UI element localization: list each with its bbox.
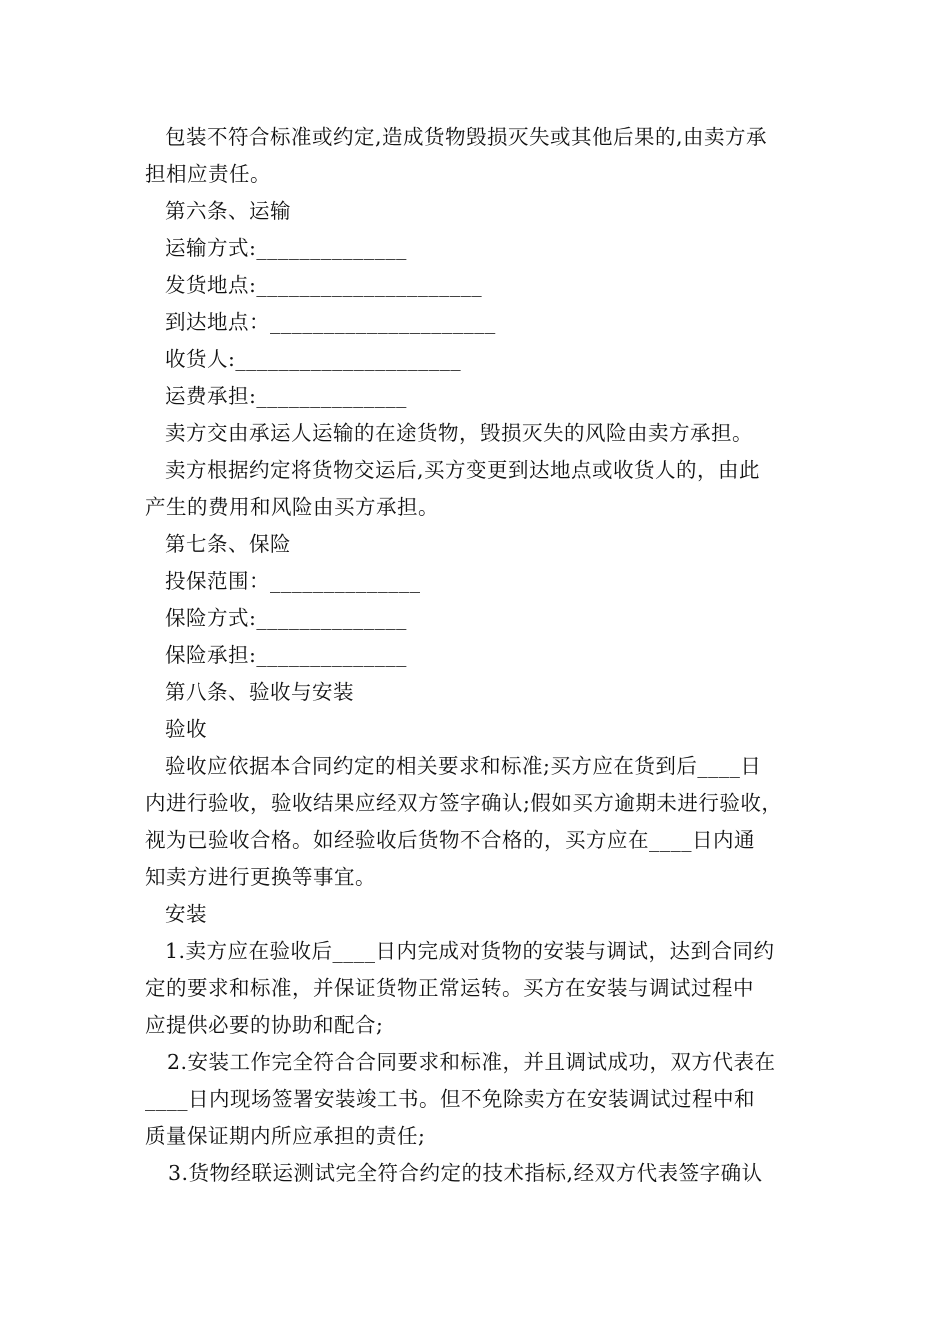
text-line: 到达地点：_____________________ (165, 310, 496, 334)
text-line: 2.安装工作完全符合合同要求和标准，并且调试成功，双方代表在 (167, 1050, 776, 1074)
text-line: 运输方式:______________ (165, 236, 407, 260)
text-line: 发货地点:_____________________ (165, 273, 483, 297)
text-line: 1.卖方应在验收后____日内完成对货物的安装与调试，达到合同约 (165, 939, 775, 963)
text-line: 验收应依据本合同约定的相关要求和标准;买方应在货到后____日 (165, 754, 762, 778)
text-line: ____日内现场签署安装竣工书。但不免除卖方在安装调试过程中和 (145, 1087, 755, 1111)
text-line: 收货人:_____________________ (165, 347, 462, 371)
text-line: 卖方交由承运人运输的在途货物，毁损灭失的风险由卖方承担。 (165, 421, 753, 445)
text-line: 3.货物经联运测试完全符合约定的技术指标,经双方代表签字确认 (168, 1161, 763, 1185)
text-line: 第六条、运输 (165, 199, 291, 223)
text-line: 质量保证期内所应承担的责任; (145, 1124, 426, 1148)
text-line: 内进行验收，验收结果应经双方签字确认;假如买方逾期未进行验收， (145, 791, 783, 815)
text-line: 验收 (165, 717, 207, 741)
text-line: 第八条、验收与安装 (165, 680, 354, 704)
text-line: 视为已验收合格。如经验收后货物不合格的，买方应在____日内通 (145, 828, 755, 852)
text-line: 知卖方进行更换等事宜。 (145, 865, 376, 889)
document-body (145, 119, 807, 1192)
text-line: 包装不符合标准或约定,造成货物毁损灭失或其他后果的,由卖方承 (165, 125, 768, 149)
text-line: 保险方式:______________ (165, 606, 407, 630)
text-line: 保险承担:______________ (165, 643, 407, 667)
text-line: 卖方根据约定将货物交运后,买方变更到达地点或收货人的，由此 (165, 458, 761, 482)
text-line: 运费承担:______________ (165, 384, 407, 408)
text-line: 应提供必要的协助和配合; (145, 1013, 384, 1037)
text-line: 定的要求和标准，并保证货物正常运转。买方在安装与调试过程中 (145, 976, 754, 1000)
text-line: 担相应责任。 (145, 162, 271, 186)
text-line: 投保范围：______________ (165, 569, 421, 593)
text-line: 安装 (165, 902, 207, 926)
text-line: 产生的费用和风险由买方承担。 (145, 495, 439, 519)
text-line: 第七条、保险 (165, 532, 291, 556)
